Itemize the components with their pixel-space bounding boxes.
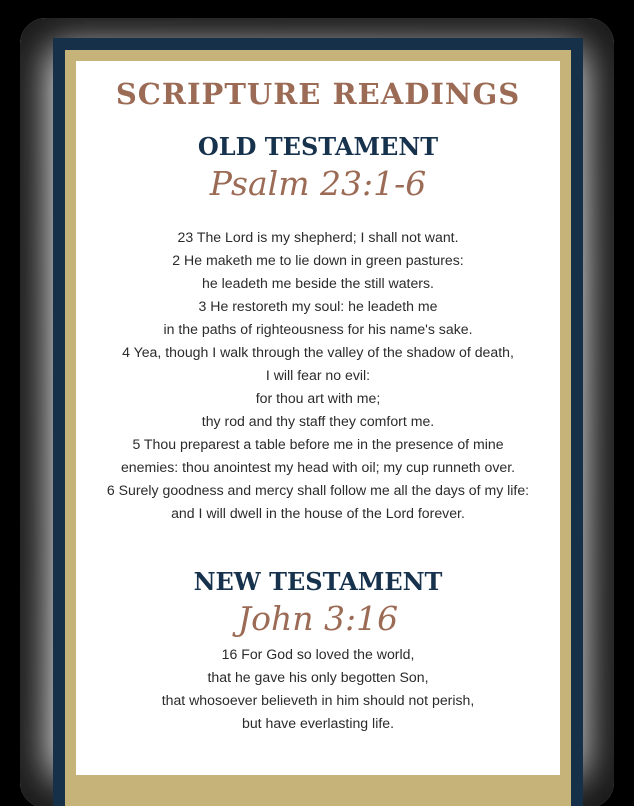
verse-line: that whosoever believeth in him should not perish,: [161, 692, 475, 709]
verse-line: I will fear no evil:: [265, 366, 371, 383]
verse-line: enemies: thou anointest my head with oil; my cup runneth over.: [120, 458, 516, 475]
old-testament-verses: [76, 203, 560, 525]
verse-line: 3 He restoreth my soul: he leadeth me: [198, 297, 438, 314]
new-testament-heading: NEW TESTAMENT: [193, 566, 443, 596]
verse-line: for thou art with me;: [255, 389, 381, 406]
verse-line: 6 Surely goodness and mercy shall follow me all the days of my life:: [106, 481, 530, 498]
verse-line: 4 Yea, though I walk through the valley of the shadow of death,: [122, 343, 514, 360]
old-testament-heading: OLD TESTAMENT: [197, 131, 439, 161]
verse-line: thy rod and thy staff they comfort me.: [201, 412, 435, 429]
verse-line: he leadeth me beside the still waters.: [202, 274, 434, 291]
old-testament-reference: Psalm 23:1-6: [209, 164, 427, 204]
verse-line: in the paths of righteousness for his name's sake.: [163, 320, 473, 337]
new-testament-reference: John 3:16: [237, 598, 399, 638]
verse-line: and I will dwell in the house of the Lord forever.: [171, 504, 465, 521]
verse-line: 23 The Lord is my shepherd; I shall not want.: [177, 228, 459, 245]
verse-line: 16 For God so loved the world,: [221, 646, 415, 663]
new-testament-verses: [76, 637, 560, 735]
verse-line: but have everlasting life.: [242, 715, 394, 732]
verse-line: that he gave his only begotten Son,: [207, 669, 429, 686]
verse-line: 2 He maketh me to lie down in green pastures:: [172, 251, 464, 268]
page-title: SCRIPTURE READINGS: [115, 77, 521, 111]
card-content: [76, 61, 560, 735]
verse-line: 5 Thou preparest a table before me in the presence of mine: [132, 435, 504, 452]
